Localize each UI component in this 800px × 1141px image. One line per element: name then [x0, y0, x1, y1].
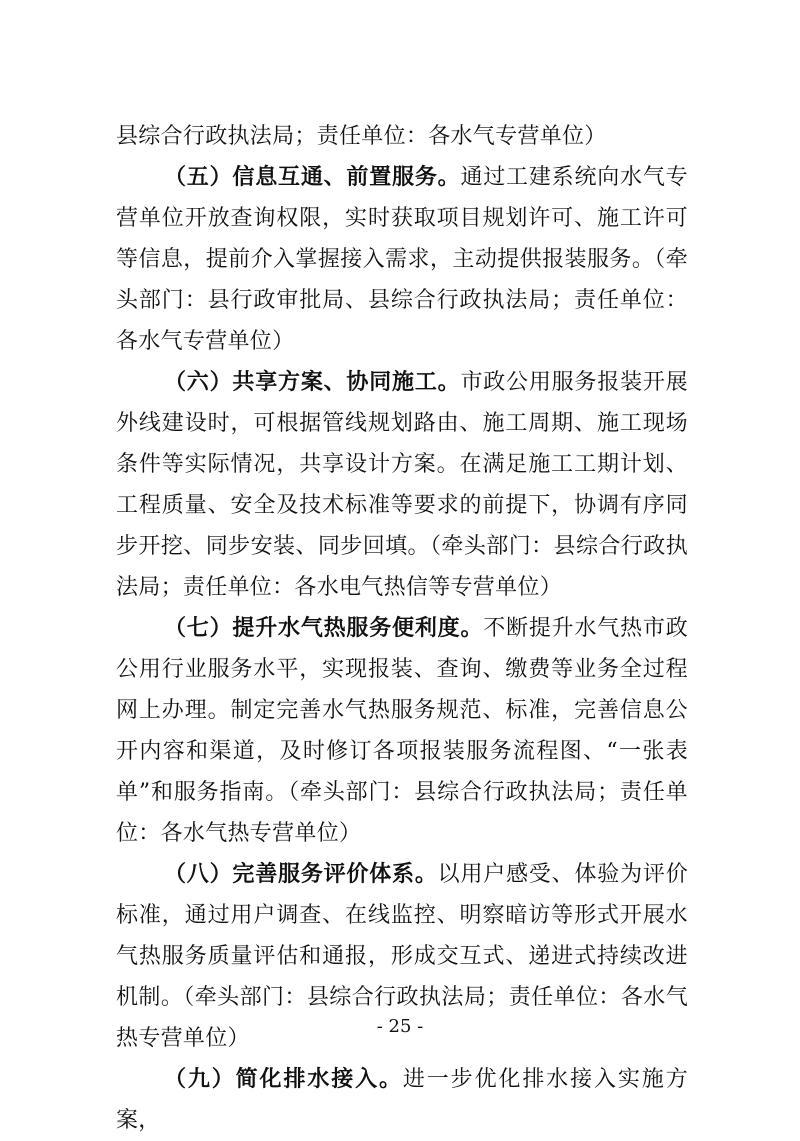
section-paragraph: [116, 157, 688, 362]
section-body: 进一步优化排水接入实施方案，: [116, 1067, 688, 1133]
section-heading: （七）提升水气热服务便利度。: [164, 615, 484, 641]
section-heading: （八）完善服务评价体系。: [164, 861, 438, 887]
section-paragraph: [116, 608, 688, 854]
section-body: 市政公用服务报装开展外线建设时，可根据管线规划路由、施工周期、施工现场条件等实际情况，共享设计方案。在满足施工工期计划、工程质量、安全及技术标准等要求的前提下，协调有序同步开挖、同步安装、同步回填。（牵头部门：县综合行政执法局；责任单位：各水电气热信等专营单位）: [116, 370, 688, 600]
section-body: 以用户感受、体验为评价标准，通过用户调查、在线监控、明察暗访等形式开展水气热服务质量评估和通报，形成交互式、递进式持续改进机制。（牵头部门：县综合行政执法局；责任单位：各水气热专营单位）: [116, 862, 688, 1051]
section-heading: （五）信息互通、前置服务。: [164, 164, 461, 190]
lead-paragraph: 县综合行政执法局；责任单位：各水气专营单位）: [116, 124, 607, 149]
section-heading: （六）共享方案、协同施工。: [164, 369, 461, 395]
page-number: - 25 -: [376, 1016, 424, 1037]
section-body: 通过工建系统向水气专营单位开放查询权限，实时获取项目规划许可、施工许可等信息，提前介入掌握接入需求，主动提供报装服务。（牵头部门：县行政审批局、县综合行政执法局；责任单位：各水气专营单位）: [116, 165, 688, 354]
section-body: 不断提升水气热市政公用行业服务水平，实现报装、查询、缴费等业务全过程网上办理。制定完善水气热服务规范、标准，完善信息公开内容和渠道，及时修订各项报装服务流程图、“一张表单”和服务指南。（牵头部门：县综合行政执法局；责任单位：各水气热专营单位）: [116, 616, 689, 846]
section-paragraph: [116, 1059, 688, 1141]
document-body: [116, 116, 688, 1141]
section-heading: （九）简化排水接入。: [164, 1066, 403, 1092]
section-paragraph: [116, 362, 688, 608]
